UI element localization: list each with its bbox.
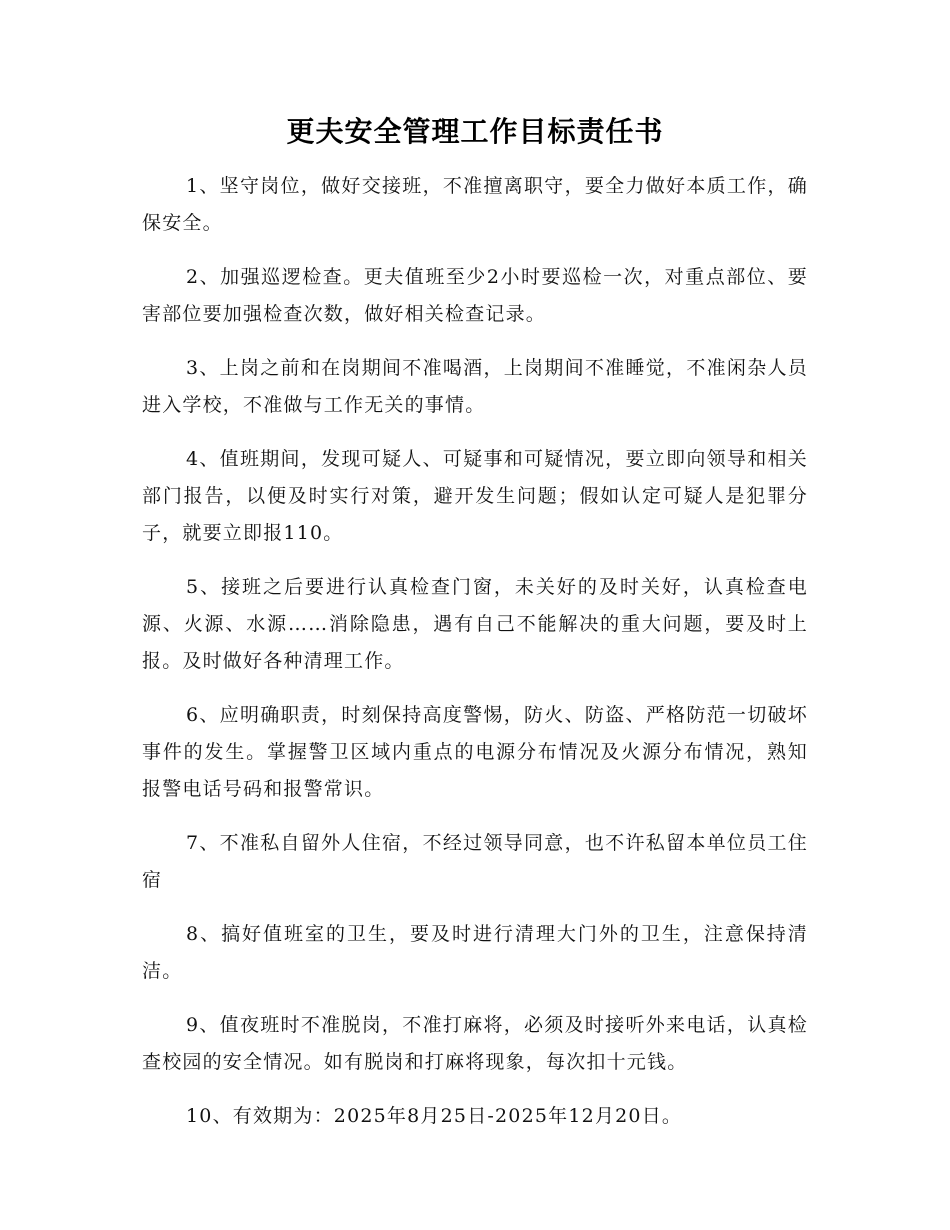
paragraph-7: 7、不准私自留外人住宿，不经过领导同意，也不许私留本单位员工住宿 — [142, 832, 808, 891]
paragraph-8: 8、搞好值班室的卫生，要及时进行清理大门外的卫生，注意保持清洁。 — [142, 923, 808, 982]
paragraph-10: 10、有效期为：2025年8月25日-2025年12月20日。 — [186, 1105, 683, 1127]
paragraph-4: 4、值班期间，发现可疑人、可疑事和可疑情况，要立即向领导和相关部门报告，以便及时实行对策，避开发生问题；假如认定可疑人是犯罪分子，就要立即报110。 — [142, 448, 808, 544]
paragraph-1: 1、坚守岗位，做好交接班，不准擅离职守，要全力做好本质工作，确保安全。 — [142, 175, 808, 234]
paragraph-5: 5、接班之后要进行认真检查门窗，未关好的及时关好，认真检查电源、火源、水源……消除隐患，遇有自己不能解决的重大问题，要及时上报。及时做好各种清理工作。 — [142, 576, 808, 672]
paragraph-2: 2、加强巡逻检查。更夫值班至少2小时要巡检一次，对重点部位、要害部位要加强检查次数，做好相关检查记录。 — [142, 266, 808, 325]
paragraph-9: 9、值夜班时不准脱岗，不准打麻将，必须及时接听外来电话，认真检查校园的安全情况。如有脱岗和打麻将现象，每次扣十元钱。 — [142, 1014, 808, 1073]
paragraph-3: 3、上岗之前和在岗期间不准喝酒，上岗期间不准睡觉，不准闲杂人员进入学校，不准做与工作无关的事情。 — [142, 357, 808, 416]
document-body — [142, 168, 808, 1135]
paragraph-6: 6、应明确职责，时刻保持高度警惕，防火、防盗、严格防范一切破坏事件的发生。掌握警卫区域内重点的电源分布情况及火源分布情况，熟知报警电话号码和报警常识。 — [142, 704, 808, 800]
document-title: 更夫安全管理工作目标责任书 — [286, 115, 664, 148]
